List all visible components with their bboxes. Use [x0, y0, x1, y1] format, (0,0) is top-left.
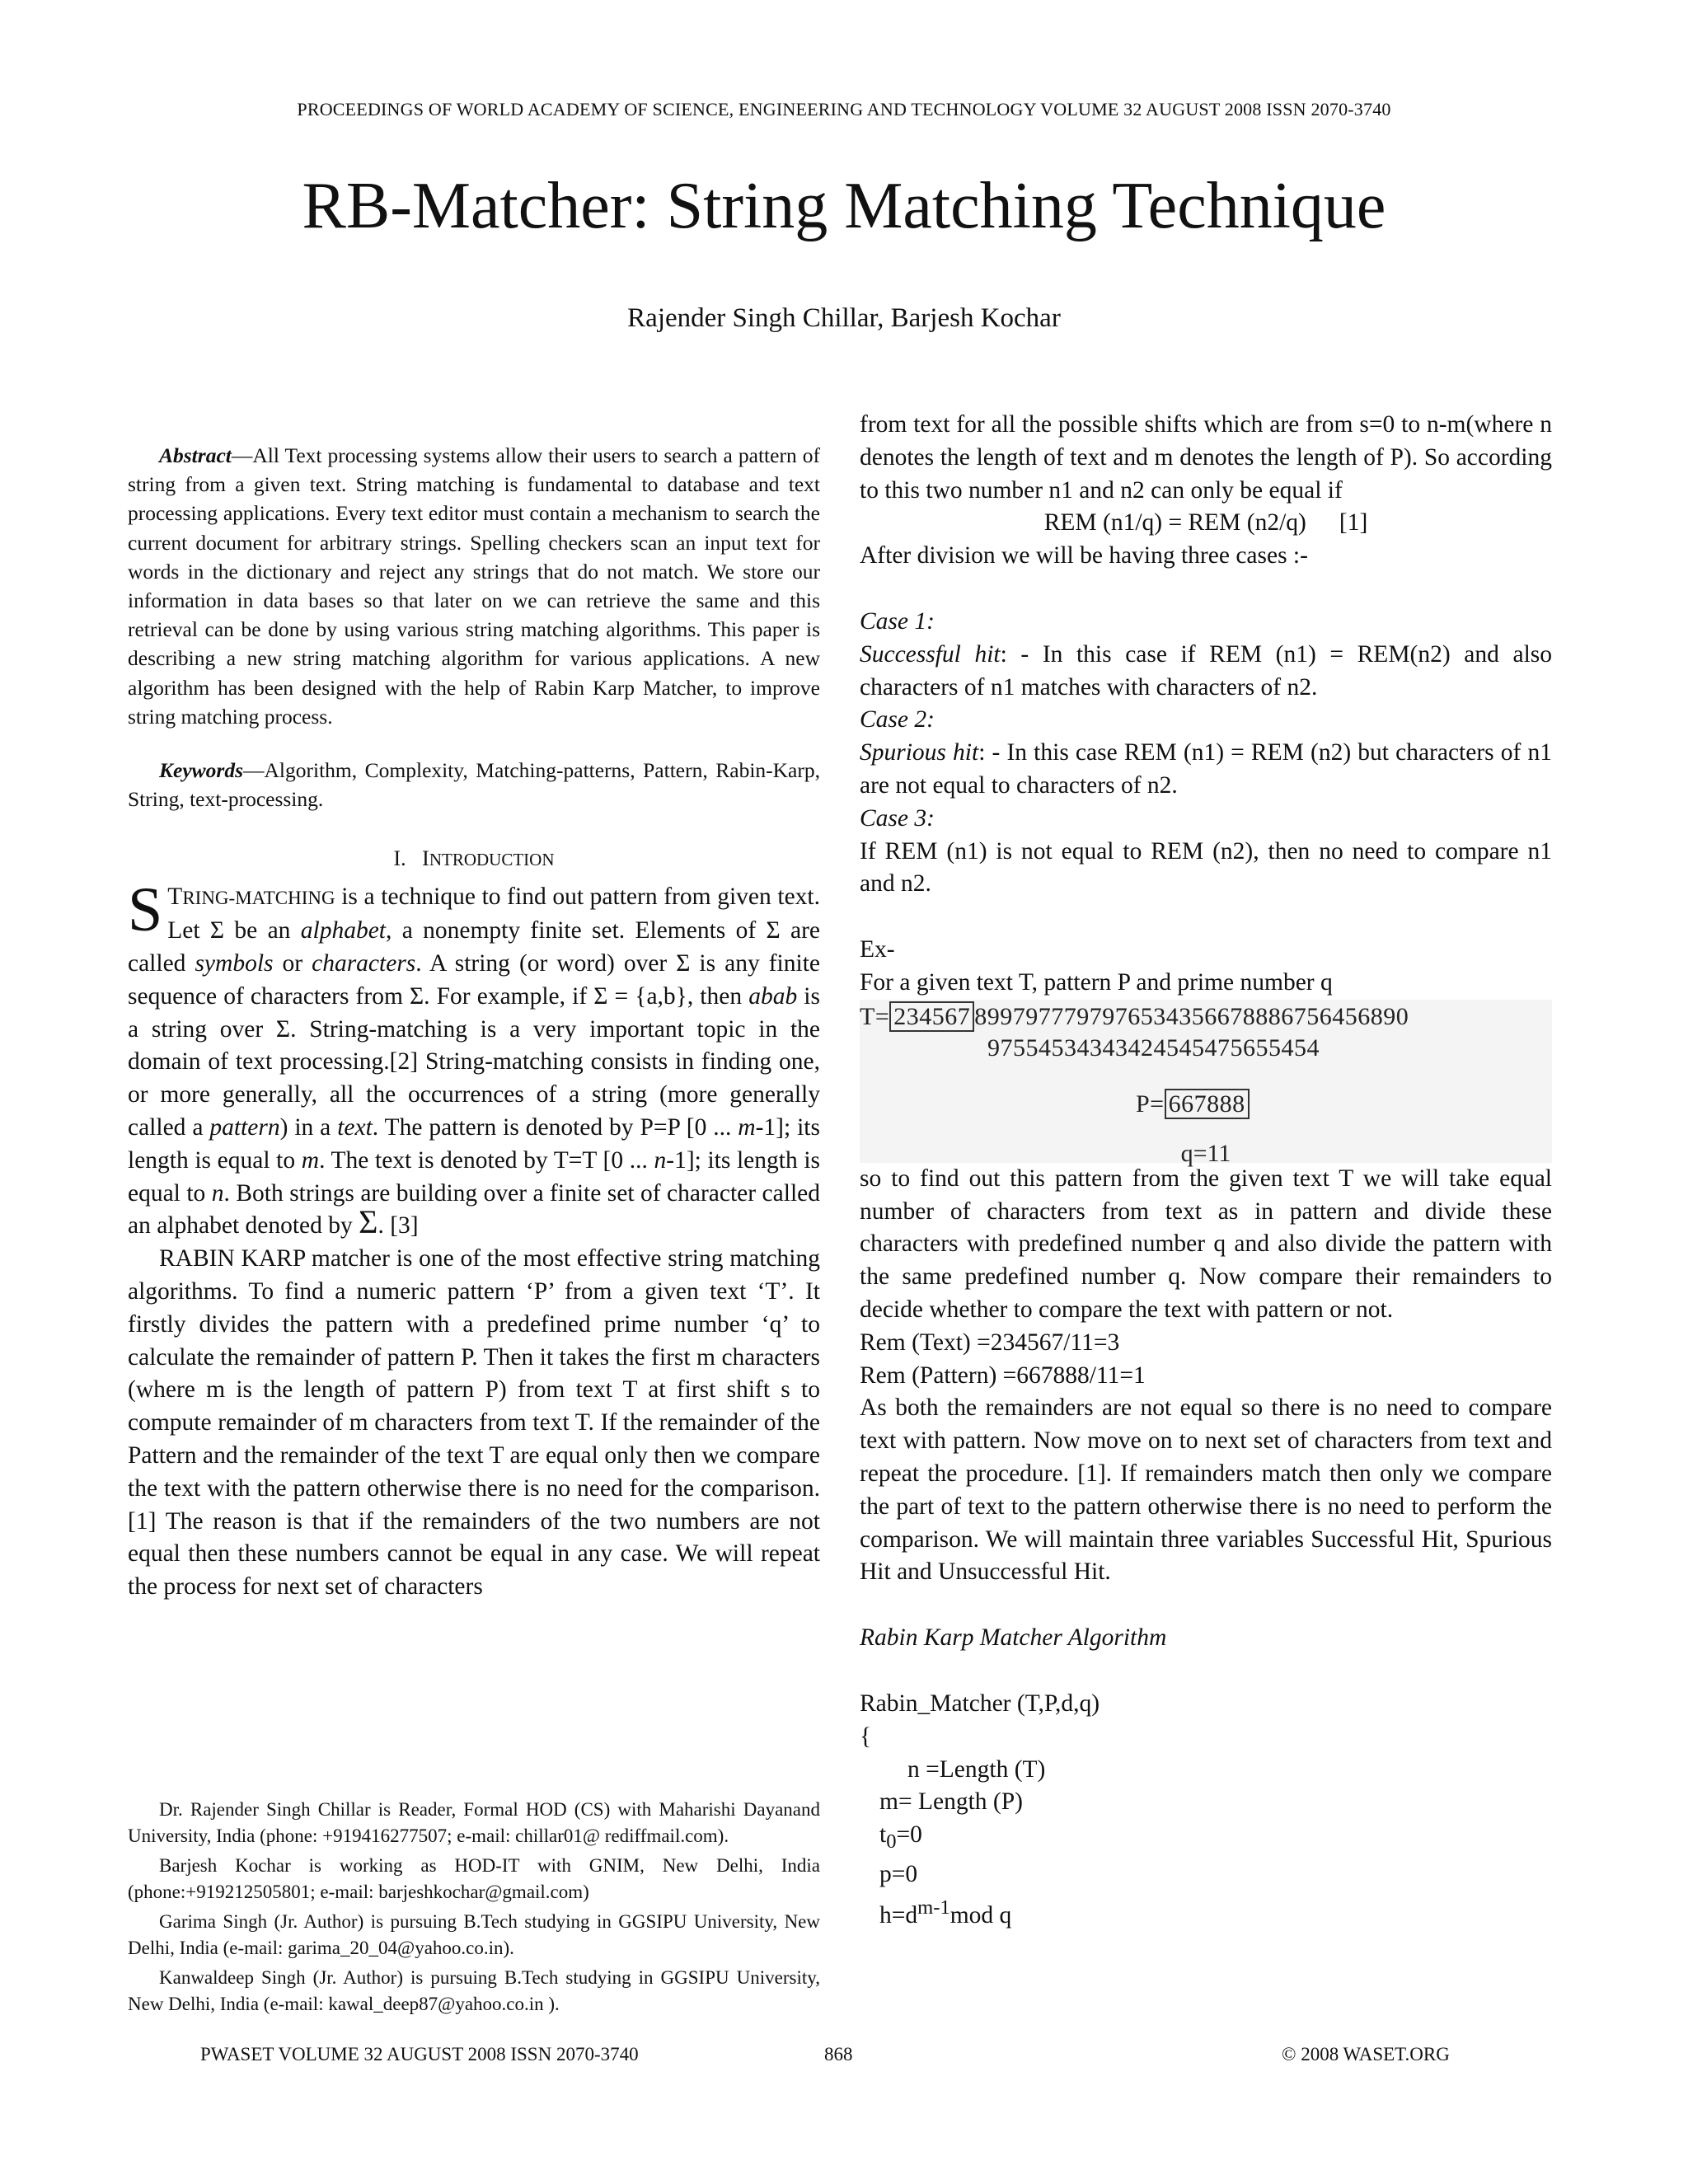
example-text-line-1 — [860, 1003, 1409, 1031]
footnote: Dr. Rajender Singh Chillar is Reader, Formal HOD (CS) with Maharishi Dayanand University, India (phone: +919416277507; e-mail: chillar01@ rediffmail.com). — [128, 1799, 820, 1846]
intro-text-j: -1]; its length is equal to — [128, 1146, 820, 1207]
intro-text-b: , a nonempty finite set. Elements of Σ are called — [128, 917, 820, 977]
intro-text-i: . The text is denoted by T=T [0 ... — [319, 1146, 654, 1174]
intro-text-g: . The pattern is denoted by P=P [0 ... — [372, 1114, 738, 1141]
section-title-rest: NTRODUCTION — [429, 850, 555, 870]
term-successful-hit: Successful hit — [860, 640, 1001, 668]
right-paragraph-1: from text for all the possible shifts which are from s=0 to n-m(where n denotes the length of text and m denotes the length of P). So according to this two number n1 and n2 can only be equal if — [860, 411, 1552, 504]
authors: Rajender Singh Chillar, Barjesh Kochar — [627, 303, 1061, 333]
running-head: PROCEEDINGS OF WORLD ACADEMY OF SCIENCE, ENGINEERING AND TECHNOLOGY VOLUME 32 AUGUST 2008 ISSN 2070-3740 — [297, 99, 1391, 120]
pattern-prefix: P= — [1136, 1090, 1165, 1118]
left-column — [128, 441, 820, 1604]
var-m: m — [738, 1114, 756, 1141]
term-spurious-hit: Spurious hit — [860, 739, 979, 766]
rem-pattern-line: Rem (Pattern) =667888/11=1 — [860, 1361, 1146, 1389]
code-line-m: m= Length (P) — [879, 1788, 1023, 1816]
keywords-text: —Algorithm, Complexity, Matching-patterns, Pattern, Rabin-Karp, String, text-processing. — [128, 758, 820, 812]
keywords — [128, 756, 820, 813]
var-m: m — [301, 1146, 320, 1174]
abstract-text: —All Text processing systems allow their users to search a pattern of string from a given text. String matching is fundamental to database and text processing applications. Every text editor must contain a mechanism to search the current document for arbitrary strings. Spelling checkers scan an input text for words in the dictionary and reject any strings that do not match. We store our information in data bases so that later on we can retrieve the same and this retrieval can be done by using various string matching algorithms. This paper is describing a new string matching algorithm for various applications. A new algorithm has been designed with the help of Rabin Karp Matcher, to improve string matching process. — [128, 443, 820, 729]
after-division-text: After division we will be having three cases :- — [860, 542, 1308, 569]
code-h: h=d — [879, 1901, 918, 1929]
footnote: Barjesh Kochar is working as HOD-IT with GNIM, New Delhi, India (phone:+919212505801; e-mail: barjeshkochar@gmail.com) — [128, 1855, 820, 1902]
rem-text-line: Rem (Text) =234567/11=3 — [860, 1329, 1120, 1356]
code-open-brace: { — [860, 1722, 872, 1750]
algorithm-heading — [860, 1622, 1552, 1655]
intro-text-d: . A string (or word) over Σ is any finite sequence of characters from Σ. For example, if Σ = {a,b}, then — [128, 950, 820, 1010]
right-paragraph-3: As both the remainders are not equal so there is no need to compare text with pattern. Now move on to next set of characters from text and repeat the procedure. [1]. If remainders match then only we compare the part of text to the pattern otherwise there is no need to perform the comparison. We will maintain three variables Successful Hit, Spurious Hit and Unsuccessful Hit. — [860, 1394, 1552, 1586]
paper-title: RB-Matcher: String Matching Technique — [302, 170, 1386, 242]
intro-text-a: is a technique to find out pattern from given text. Let Σ be an — [167, 883, 820, 944]
code-h-mod: mod q — [950, 1901, 1012, 1929]
section-heading-introduction — [128, 846, 820, 871]
example-intro: For a given text T, pattern P and prime number q — [860, 968, 1333, 996]
term-characters: characters — [312, 950, 416, 977]
code-line-t0 — [860, 1819, 1552, 1858]
intro-paragraph-1 — [128, 875, 820, 1243]
keywords-label: Keywords — [159, 758, 243, 783]
case-2-label: Case 2: — [860, 706, 935, 733]
abstract-label: Abstract — [159, 443, 232, 467]
example-figure — [860, 1000, 1552, 1167]
code-signature: Rabin_Matcher (T,P,d,q) — [860, 1690, 1100, 1717]
right-column — [860, 409, 1552, 1932]
intro-text-k: . Both strings are building over a finite set of character called an alphabet denoted by — [128, 1179, 820, 1240]
code-t: t — [879, 1821, 887, 1849]
term-pattern: pattern — [209, 1114, 280, 1141]
case-2-text — [860, 737, 1552, 803]
algorithm-code — [860, 1688, 1552, 1932]
term-abab: abab — [748, 982, 798, 1010]
page-number: 868 — [824, 2044, 853, 2064]
section-title-initial: I — [422, 846, 429, 871]
equation-number: [1] — [1339, 509, 1368, 537]
intro-text-e: is a string over Σ. String-matching is a very important topic in the domain of text processing.[2] String-matching consists in finding one, or more generally, all the occurrences of a string (more generally called a — [128, 982, 820, 1141]
example-text-line-2: 97554534343424545475655454 — [987, 1033, 1320, 1062]
page-footer — [0, 2044, 1688, 2077]
sigma-symbol: Σ — [359, 1203, 378, 1241]
case-2-description: : - In this case REM (n1) = REM (n2) but characters of n1 are not equal to characters of n2. — [860, 739, 1552, 799]
intro-text-c: or — [273, 950, 312, 977]
text-window-highlight: 234567 — [889, 1001, 974, 1032]
code-line-n: n =Length (T) — [907, 1755, 1046, 1783]
text-remaining-digits: 8997977797976534356678886756456890 — [974, 1002, 1409, 1030]
intro-text-l: . [3] — [377, 1212, 419, 1240]
case-1-text — [860, 639, 1552, 705]
drop-cap: S — [128, 875, 163, 945]
code-h-exponent: m-1 — [917, 1896, 950, 1919]
term-text: text — [337, 1114, 373, 1141]
case-3-label: Case 3: — [860, 804, 935, 832]
right-paragraph-2: so to find out this pattern from the given text T we will take equal number of characters from text as in pattern and divide these characters with predefined number q and also divide the pattern with the same predefined number q. Now compare their remainders to decide whether to compare the text with pattern or not. — [860, 1165, 1552, 1323]
footer-copyright: © 2008 WASET.ORG — [1282, 2044, 1450, 2064]
var-n: n — [654, 1146, 667, 1174]
abstract — [128, 441, 820, 731]
var-n: n — [211, 1179, 224, 1207]
algorithm-heading-text: Rabin Karp Matcher Algorithm — [860, 1624, 1167, 1652]
equation-text: REM (n1/q) = REM (n2/q) — [1043, 509, 1306, 537]
footer-journal: PWASET VOLUME 32 AUGUST 2008 ISSN 2070-3740 — [200, 2044, 639, 2064]
case-1-description: : - In this case if REM (n1) = REM(n2) and also characters of n1 matches with characters of n2. — [860, 640, 1552, 701]
term-alphabet: alphabet — [300, 917, 386, 944]
pattern-highlight: 667888 — [1165, 1089, 1250, 1119]
text-prefix: T= — [860, 1002, 890, 1030]
case-3-text: If REM (n1) is not equal to REM (n2), then no need to compare n1 and n2. — [860, 837, 1552, 898]
intro-paragraph-2: RABIN KARP matcher is one of the most effective string matching algorithms. To find a numeric pattern ‘P’ from a given text ‘T’. It firstly divides the pattern with a predefined prime number ‘q’ to calculate the remainder of pattern P. Then it takes the first m characters (where m is the length of pattern P) from text T at first shift s to compute remainder of m characters from text T. If the remainder of the Pattern and the remainder of the text T are equal only then we compare the text with the pattern otherwise there is no need for the comparison.[1] The reason is that if the remainders of the two numbers are not equal then these numbers cannot be equal in any case. We will repeat the process for next set of characters — [128, 1245, 820, 1601]
equation-1 — [860, 507, 1552, 540]
code-line-h — [860, 1891, 1552, 1933]
footnote: Kanwaldeep Singh (Jr. Author) is pursuing B.Tech studying in GGSIPU University, New Delhi, India (e-mail: kawal_deep87@yahoo.co.in ). — [128, 1967, 820, 2014]
example-label: Ex- — [860, 936, 895, 963]
example-prime: q=11 — [1180, 1139, 1231, 1167]
code-t-subscript: 0 — [886, 1830, 897, 1853]
intro-lead: TRING-MATCHING — [167, 883, 335, 911]
author-footnotes — [128, 1797, 820, 2021]
section-number: I. — [393, 846, 406, 871]
code-line-p: p=0 — [879, 1860, 918, 1887]
example-pattern — [1136, 1090, 1250, 1118]
case-1-label: Case 1: — [860, 607, 935, 635]
intro-text-f: ) in a — [279, 1114, 338, 1141]
footnote: Garima Singh (Jr. Author) is pursuing B.Tech studying in GGSIPU University, New Delhi, India (e-mail: garima_20_04@yahoo.co.in). — [128, 1911, 820, 1958]
term-symbols: symbols — [195, 950, 274, 977]
code-t-value: =0 — [896, 1821, 922, 1849]
intro-text-h: -1]; its length is equal to — [128, 1114, 820, 1174]
